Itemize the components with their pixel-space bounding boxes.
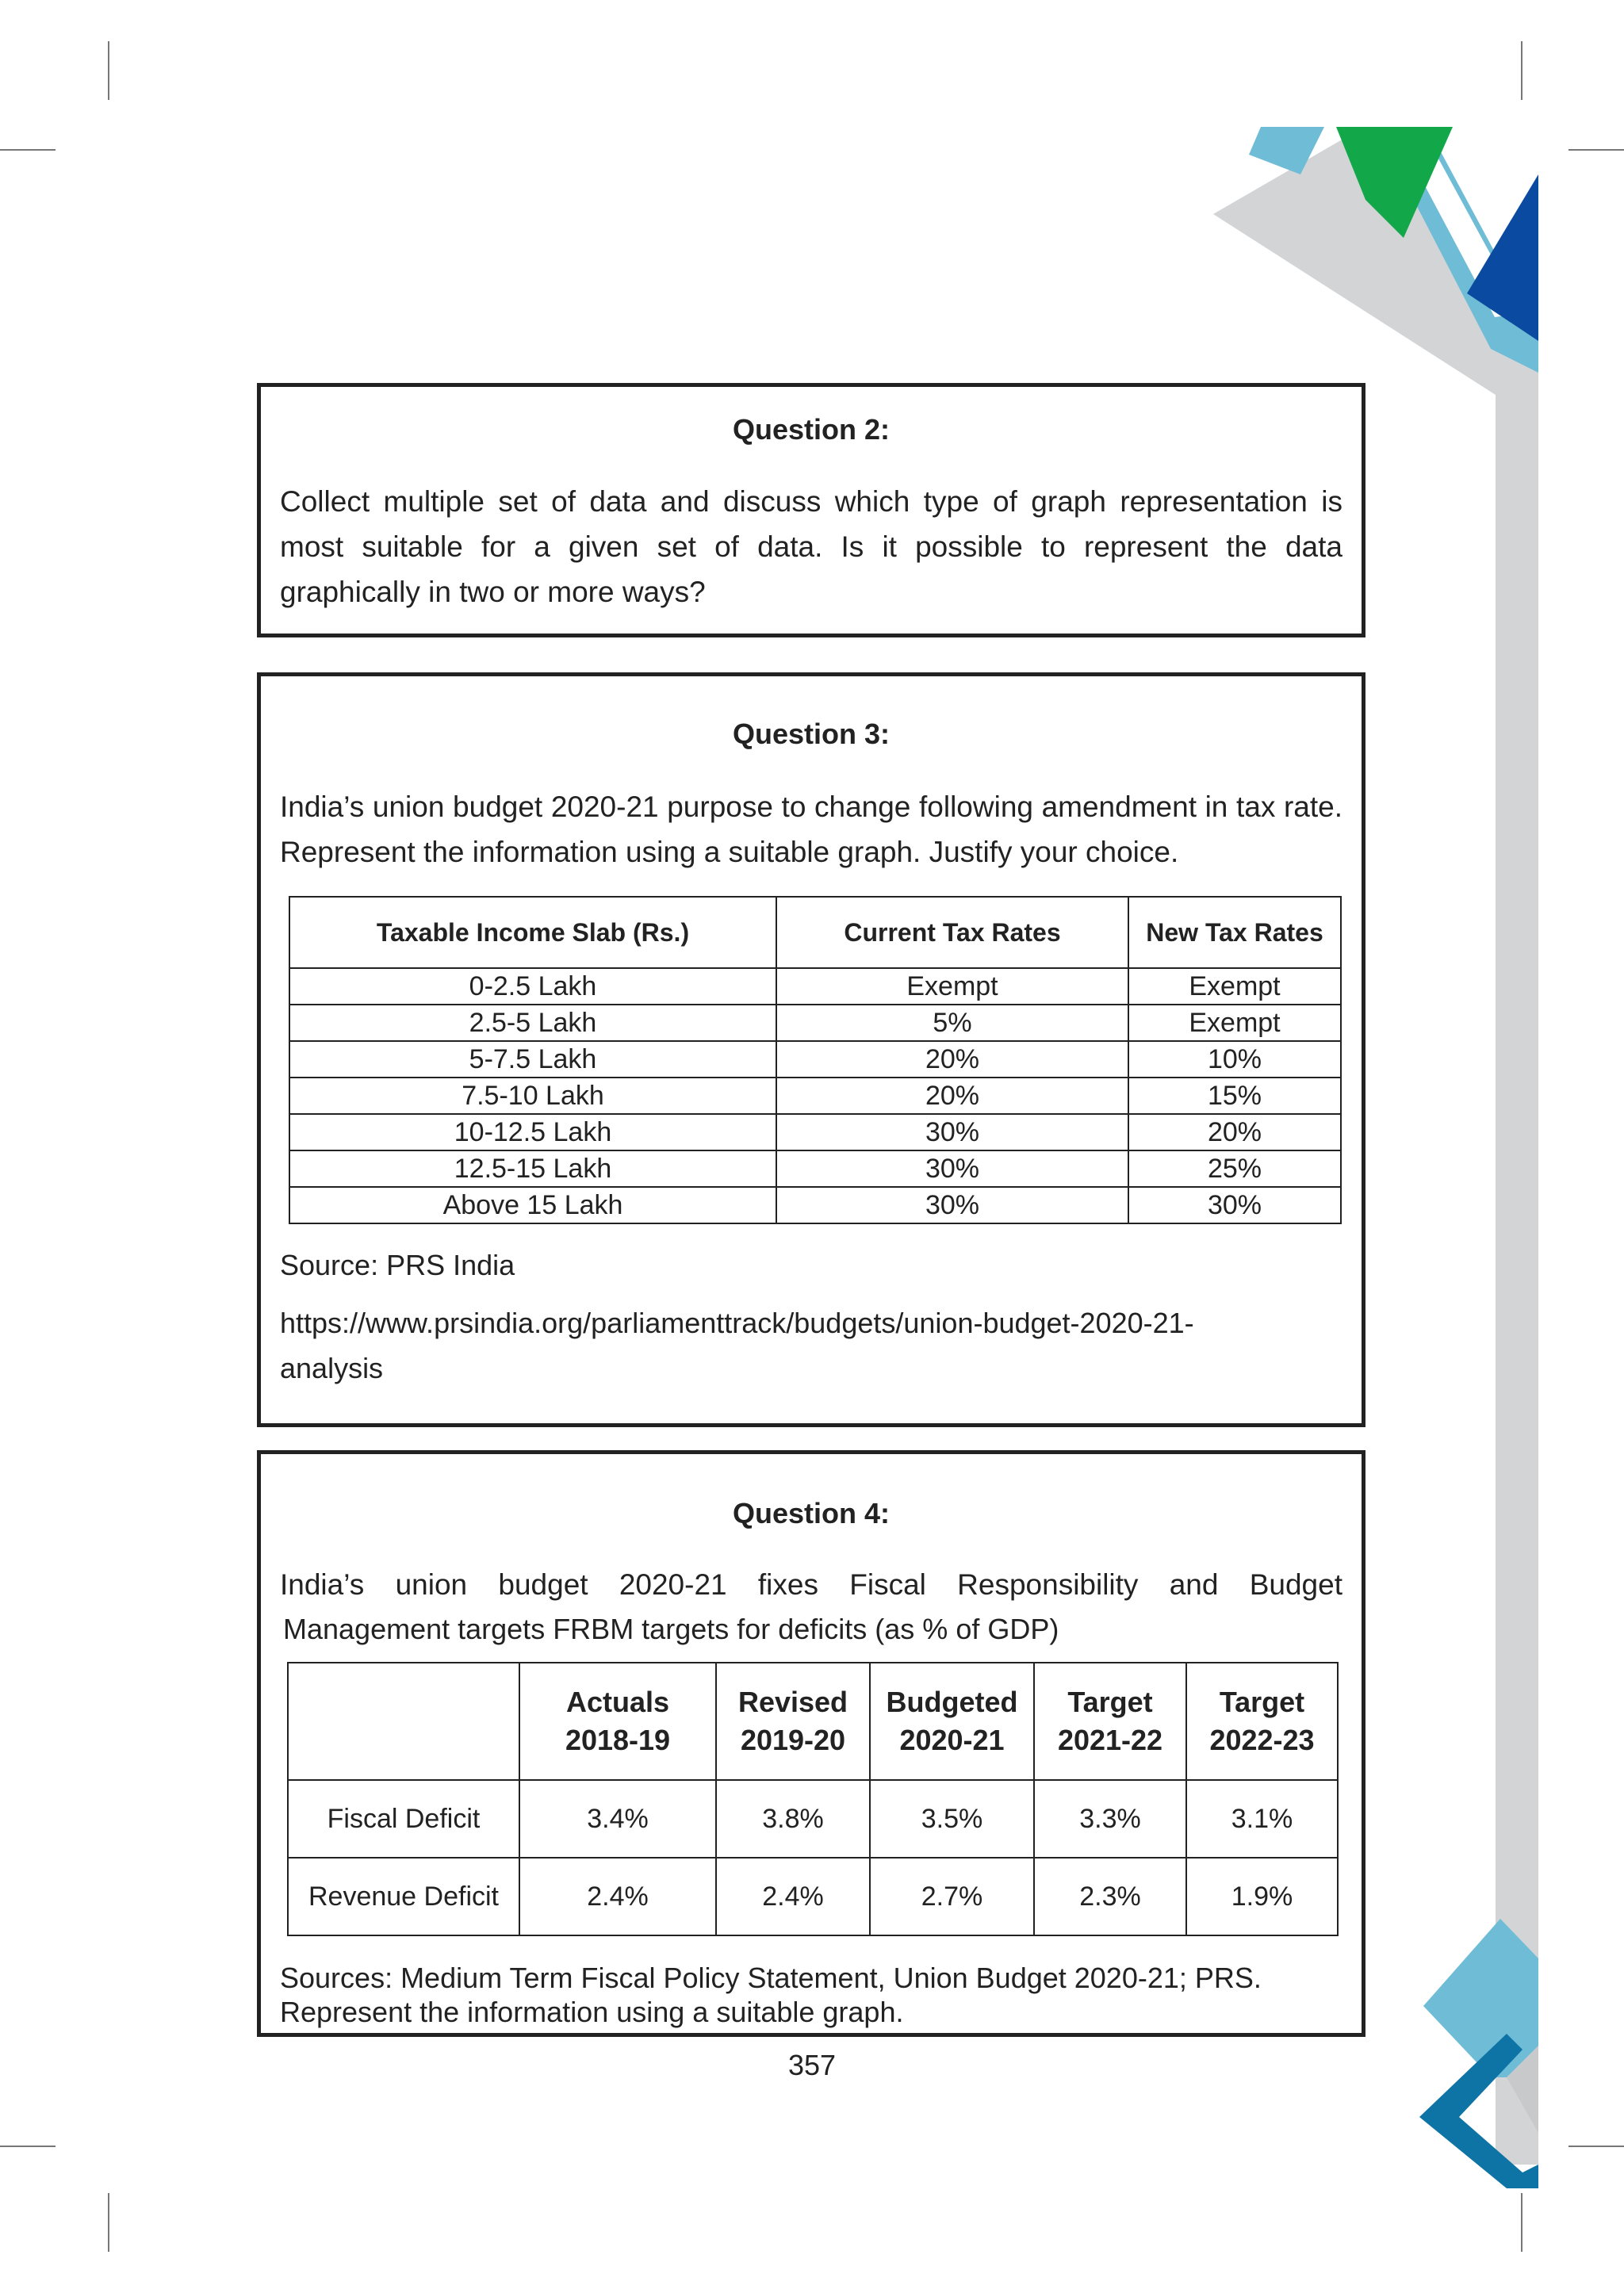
column-header: [1034, 1663, 1186, 1780]
column-header: [716, 1663, 870, 1780]
header-label: Budgeted: [886, 1686, 1018, 1718]
table-cell: 20%: [776, 1078, 1128, 1114]
column-header: [519, 1663, 716, 1780]
table-cell: 2.4%: [519, 1858, 716, 1935]
table-cell: Exempt: [1128, 968, 1341, 1005]
question-3-text: India’s union budget 2020-21 purpose to change following amendment in tax rate. Represent the information using a suitable graph. Justify your choice.: [280, 790, 1342, 868]
table-row: [288, 1858, 1338, 1935]
column-header: Current Tax Rates: [776, 897, 1128, 968]
table-row: [289, 1041, 1341, 1078]
column-header: New Tax Rates: [1128, 897, 1341, 968]
question-2-box: [257, 383, 1365, 637]
question-2-text: Collect multiple set of data and discuss which type of graph representation is most suitable for a given set of data. Is it possible to represent the data graphically in two or more ways?: [280, 485, 1342, 608]
table-cell: 10%: [1128, 1041, 1341, 1078]
table-cell: 2.7%: [870, 1858, 1034, 1935]
table-cell: 3.3%: [1034, 1780, 1186, 1858]
header-year: 2022-23: [1209, 1724, 1315, 1756]
table-cell: 3.5%: [870, 1780, 1034, 1858]
table-row: [289, 1114, 1341, 1150]
table-cell: 20%: [1128, 1114, 1341, 1150]
column-header: [1186, 1663, 1338, 1780]
table-cell: 1.9%: [1186, 1858, 1338, 1935]
header-label: Revised: [737, 1686, 848, 1718]
frbm-targets-table: [287, 1662, 1339, 1936]
table-cell: Exempt: [776, 968, 1128, 1005]
table-cell: 15%: [1128, 1078, 1341, 1114]
table-header-row: [288, 1663, 1338, 1780]
table-cell: 3.1%: [1186, 1780, 1338, 1858]
header-year: 2019-20: [740, 1724, 846, 1756]
question-4-text-line2: Management targets FRBM targets for deficits (as % of GDP): [283, 1613, 1059, 1645]
table-cell: 2.4%: [716, 1858, 870, 1935]
page-number: 357: [787, 2049, 837, 2081]
table-cell: 2.5-5 Lakh: [289, 1005, 776, 1041]
table-cell: 20%: [776, 1041, 1128, 1078]
header-label: Actuals: [565, 1686, 670, 1718]
table-cell: 30%: [776, 1150, 1128, 1187]
header-year: 2021-22: [1057, 1724, 1163, 1756]
row-label: Revenue Deficit: [288, 1858, 519, 1935]
table-row: [289, 968, 1341, 1005]
tax-rate-table: [289, 896, 1342, 1224]
table-cell: 30%: [776, 1114, 1128, 1150]
question-4-instruction: Represent the information using a suitable graph.: [280, 1996, 904, 2028]
question-2-title: Question 2:: [732, 413, 891, 446]
table-cell: 12.5-15 Lakh: [289, 1150, 776, 1187]
table-header-row: [289, 897, 1341, 968]
table-cell: 3.4%: [519, 1780, 716, 1858]
table-row: [288, 1780, 1338, 1858]
column-header-blank: [288, 1663, 519, 1780]
table-cell: 2.3%: [1034, 1858, 1186, 1935]
table-row: [289, 1187, 1341, 1223]
question-3-source: Source: PRS India: [280, 1249, 515, 1281]
header-label: Target: [1219, 1686, 1305, 1718]
table-row: [289, 1078, 1341, 1114]
table-cell: 0-2.5 Lakh: [289, 968, 776, 1005]
question-4-box: [257, 1450, 1365, 2037]
grey-side-bar: [1496, 373, 1538, 2165]
question-4-text-line1: India’s union budget 2020-21 fixes Fiscal Responsibility and Budget: [280, 1568, 1342, 1601]
table-row: [289, 1005, 1341, 1041]
table-cell: 25%: [1128, 1150, 1341, 1187]
table-cell: 3.8%: [716, 1780, 870, 1858]
table-cell: 5-7.5 Lakh: [289, 1041, 776, 1078]
question-3-box: [257, 672, 1365, 1427]
table-cell: 7.5-10 Lakh: [289, 1078, 776, 1114]
table-row: [289, 1150, 1341, 1187]
table-cell: 10-12.5 Lakh: [289, 1114, 776, 1150]
source-url: https://www.prsindia.org/parliamenttrack/budgets/union-budget-2020-21-: [280, 1307, 1194, 1339]
table-cell: 5%: [776, 1005, 1128, 1041]
table-cell: Above 15 Lakh: [289, 1187, 776, 1223]
column-header: Taxable Income Slab (Rs.): [289, 897, 776, 968]
table-cell: 30%: [1128, 1187, 1341, 1223]
question-3-title: Question 3:: [732, 718, 891, 750]
header-year: 2020-21: [899, 1724, 1005, 1756]
source-url-continued: analysis: [280, 1352, 384, 1384]
header-year: 2018-19: [565, 1724, 671, 1756]
question-4-title: Question 4:: [732, 1497, 891, 1529]
table-cell: 30%: [776, 1187, 1128, 1223]
column-header: [870, 1663, 1034, 1780]
header-label: Target: [1067, 1686, 1153, 1718]
row-label: Fiscal Deficit: [288, 1780, 519, 1858]
question-4-source: Sources: Medium Term Fiscal Policy Statement, Union Budget 2020-21; PRS.: [280, 1962, 1262, 1994]
table-cell: Exempt: [1128, 1005, 1341, 1041]
